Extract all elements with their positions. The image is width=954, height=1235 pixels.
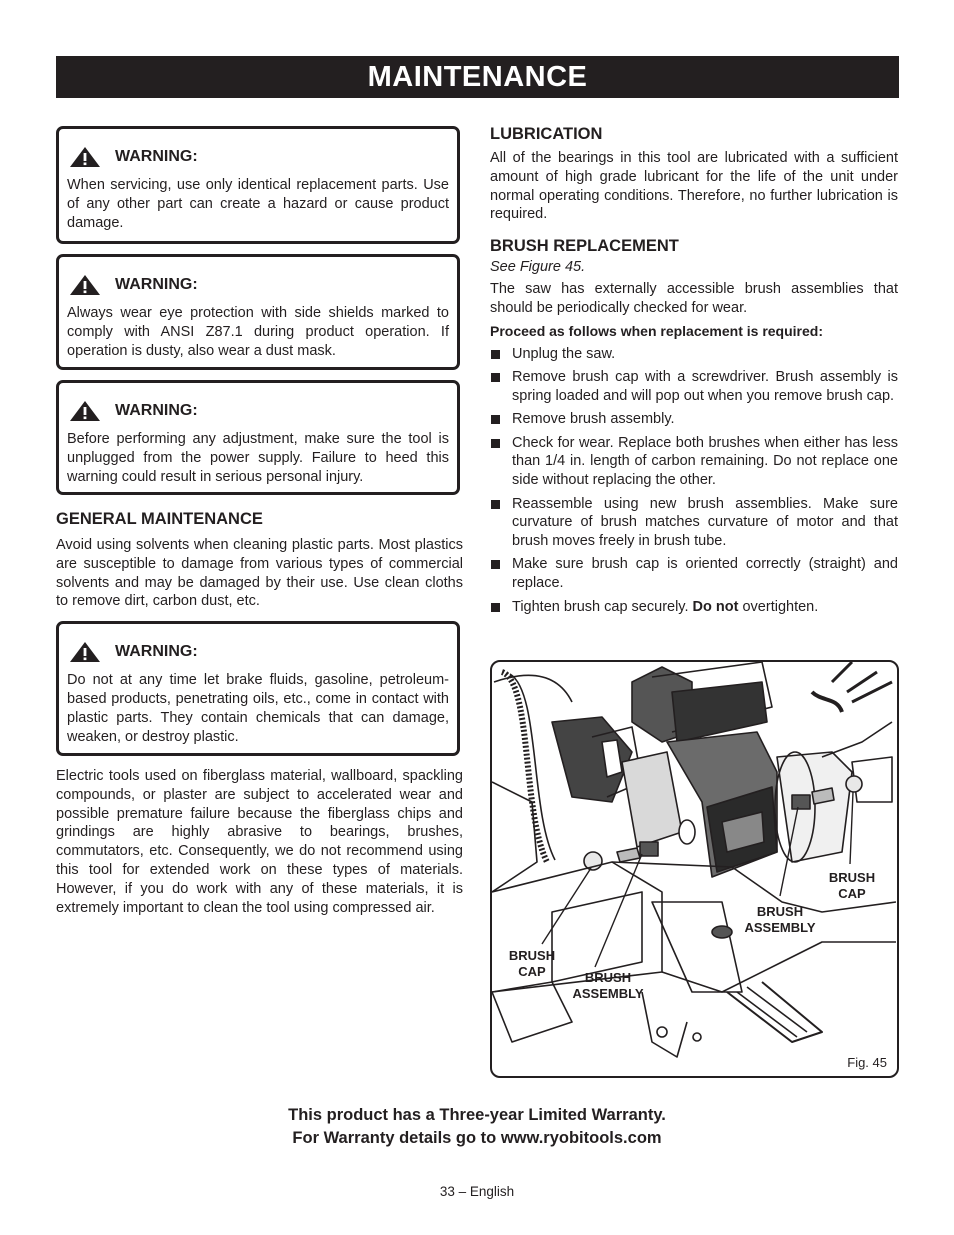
warranty-line-1: This product has a Three-year Limited Warranty. xyxy=(288,1106,666,1124)
list-item: Remove brush cap with a screwdriver. Brush assembly is spring loaded and will pop out when you remove brush cap. xyxy=(490,368,898,406)
lubrication-text: All of the bearings in this tool are lubricated with a sufficient amount of high grade lubricant for the life of the unit under normal operating conditions. Therefore, no further lubrication is required. xyxy=(490,150,898,223)
warning-box-unplug xyxy=(56,380,460,495)
brush-replacement-heading: BRUSH REPLACEMENT xyxy=(490,237,679,255)
callout-brush-cap-right: BRUSH CAP xyxy=(828,870,876,901)
warning-triangle-icon xyxy=(69,146,101,168)
lubrication-heading: LUBRICATION xyxy=(490,125,603,143)
warning-text: When servicing, use only identical replacement parts. Use of any other part can create a hazard or cause product damage. xyxy=(67,177,449,231)
warning-header xyxy=(69,400,198,422)
warning-box-chemicals xyxy=(56,621,460,756)
square-bullet-icon xyxy=(491,415,500,424)
warning-triangle-icon xyxy=(69,274,101,296)
figure-45-brush-locations xyxy=(490,660,899,1078)
brush-replacement-steps xyxy=(490,345,898,621)
callout-brush-assembly-right: BRUSH ASSEMBLY xyxy=(744,904,816,935)
callout-brush-cap-left: BRUSH CAP xyxy=(508,948,556,979)
warning-triangle-icon xyxy=(69,400,101,422)
general-maintenance-heading: GENERAL MAINTENANCE xyxy=(56,510,263,528)
square-bullet-icon xyxy=(491,603,500,612)
square-bullet-icon xyxy=(491,350,500,359)
warning-box-eye-protection xyxy=(56,254,460,370)
list-item: Tighten brush cap securely. Do not overtighten. xyxy=(490,598,898,617)
warning-label: WARNING: xyxy=(115,643,198,660)
warning-label: WARNING: xyxy=(115,276,198,293)
warning-label: WARNING: xyxy=(115,402,198,419)
warning-header xyxy=(69,641,198,663)
brush-replacement-intro: The saw has externally accessible brush assemblies that should be periodically checked for wear. xyxy=(490,281,898,316)
miter-saw-illustration xyxy=(492,662,896,1075)
warning-text: Before performing any adjustment, make sure the tool is unplugged from the power supply. Failure to heed this warning could result in serious personal injury. xyxy=(67,431,449,485)
warranty-notice xyxy=(0,1104,954,1150)
square-bullet-icon xyxy=(491,560,500,569)
warning-header xyxy=(69,274,198,296)
page-number: 33 – English xyxy=(439,1184,515,1199)
warning-text: Do not at any time let brake fluids, gasoline, petroleum-based products, penetrating oils, etc., come in contact with plastic parts. They contain chemicals that can damage, weaken, or destroy plastic. xyxy=(67,672,449,745)
see-figure-note: See Figure 45. xyxy=(490,259,586,275)
warranty-line-2: For Warranty details go to www.ryobitools.com xyxy=(292,1129,662,1147)
warning-label: WARNING: xyxy=(115,148,198,165)
warning-box-replacement-parts xyxy=(56,126,460,244)
square-bullet-icon xyxy=(491,373,500,382)
list-item: Check for wear. Replace both brushes when either has less than 1/4 in. length of carbon remaining. Do not replace one side without replacing the other. xyxy=(490,434,898,490)
figure-caption: Fig. 45 xyxy=(847,1055,887,1070)
fiberglass-caution-text: Electric tools used on fiberglass material, wallboard, spackling compounds, or plaster are subject to accelerated wear and possible premature failure because the fiberglass chips and grindings are highly abrasive to bearings, brushes, commutators, etc. Consequently, we do not recommend using this tool for extended work on these types of materials. However, if you do work with any of these materials, it is extremely important to clean the tool using compressed air. xyxy=(56,768,463,916)
warning-header xyxy=(69,146,198,168)
proceed-instruction: Proceed as follows when replacement is required: xyxy=(490,323,823,339)
warning-text: Always wear eye protection with side shields marked to comply with ANSI Z87.1 during product operation. If operation is dusty, also wear a dust mask. xyxy=(67,305,449,359)
list-item: Reassemble using new brush assemblies. Make sure curvature of brush matches curvature of motor and that brush moves freely in brush tube. xyxy=(490,495,898,551)
warning-triangle-icon xyxy=(69,641,101,663)
square-bullet-icon xyxy=(491,500,500,509)
general-maintenance-text: Avoid using solvents when cleaning plastic parts. Most plastics are susceptible to damage from various types of commercial solvents and may be damaged by their use. Use clean cloths to remove dirt, carbon dust, etc. xyxy=(56,537,463,610)
list-item: Unplug the saw. xyxy=(490,345,898,364)
square-bullet-icon xyxy=(491,439,500,448)
page-title: MAINTENANCE xyxy=(56,56,899,98)
callout-brush-assembly-left: BRUSH ASSEMBLY xyxy=(572,970,644,1001)
list-item: Make sure brush cap is oriented correctly (straight) and replace. xyxy=(490,555,898,593)
list-item: Remove brush assembly. xyxy=(490,410,898,429)
